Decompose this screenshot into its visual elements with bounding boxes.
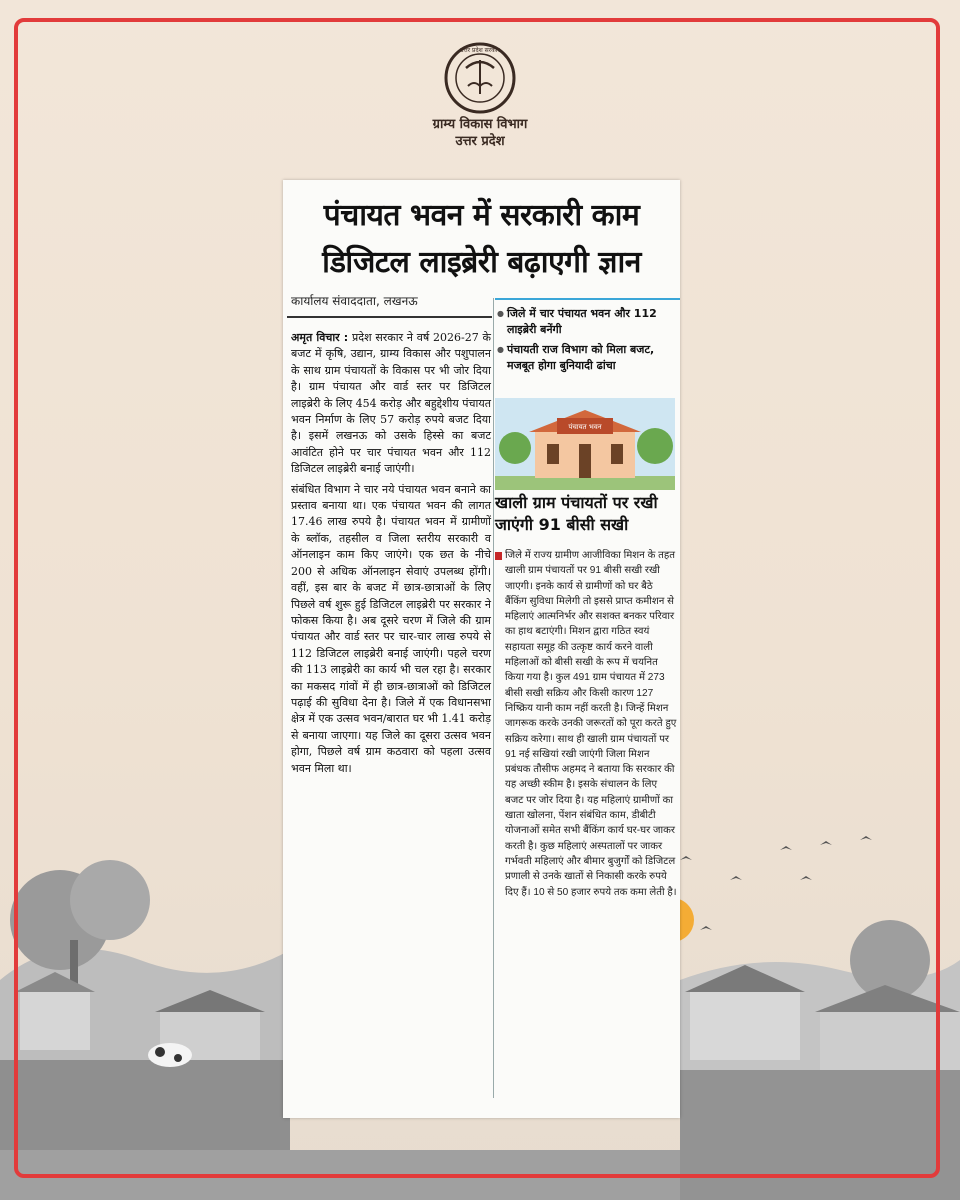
paragraph-marker-icon bbox=[495, 552, 502, 560]
headline-line-1: पंचायत भवन में सरकारी काम bbox=[323, 198, 640, 233]
byline: कार्यालय संवाददाता, लखनऊ bbox=[291, 294, 418, 308]
headline-line-2: डिजिटल लाइब्रेरी बढ़ाएगी ज्ञान bbox=[322, 245, 641, 280]
state-name: उत्तर प्रदेश bbox=[455, 134, 505, 149]
byline-rule bbox=[287, 316, 492, 318]
article-paragraph-2: संबंधित विभाग ने चार नये पंचायत भवन बनाने का प्रस्ताव बनाया था। एक पंचायत भवन की लागत 17.46 लाख रुपये है। पंचायत भवन में ग्रामीणों के ब्लॉक, तहसील व जिला स्तरीय सरकारी व ऑनलाइन काम किए जाएंगे। एक छत के नीचे 200 से अधिक ऑनलाइन सेवाएं उपलब्ध होंगी। वहीं, इस बार के बजट में छात्र-छात्राओं के लिए पिछले वर्ष शुरू हुई डिजिटल लाइब्रेरी पर सरकार ने फोकस किया है। अब दूसरे चरण में जिले की ग्राम पंचायत और वार्ड स्तर पर चार-चार लाख रुपये से 112 डिजिटल लाइब्रेरी बनाई जाएंगी। पहले चरण की 113 लाइब्रेरी का कार्य भी चल रहा है। सरकार का मकसद गांवों में ही छात्र-छात्राओं को डिजिटल पढ़ाई की सुविधा देना है। जिले में एक विधानसभा क्षेत्र में एक उत्सव भवन/बारात घर भी 1.41 करोड़ से बनाया जाएगा। यह जिले का दूसरा उत्सव भवन होगा, पिछले वर्ष ग्राम कठवारा को पहला उत्सव भवन मिला था। bbox=[291, 482, 491, 775]
newspaper-clipping bbox=[283, 180, 680, 1118]
highlight-bullets bbox=[497, 306, 677, 378]
highlight-bullet-1: ● जिले में चार पंचायत भवन और 112 लाइब्रेरी बनेंगी bbox=[497, 306, 677, 338]
article-paragraph-1: प्रदेश सरकार ने वर्ष 2026-27 के बजट में कृषि, उद्यान, ग्राम्य विकास और पशुपालन के साथ ग्राम पंचायतों के विकास पर भी जोर दिया है। ग्राम पंचायत और वार्ड स्तर पर डिजिटल लाइब्रेरी के लिए 454 करोड़ और बहुद्देशीय पंचायत भवन निर्माण के लिए 57 करोड़ रुपये बजट दिया है। इसमें लखनऊ को उसके हिस्से का बजट आवंटित होने पर चार पंचायत भवन और 112 डिजिटल लाइब्रेरी बनाई जाएंगी। bbox=[291, 331, 492, 476]
panchayat-bhawan-illustration bbox=[495, 398, 675, 490]
highlight-rule bbox=[495, 298, 680, 300]
right-article-column: जिले में राज्य ग्रामीण आजीविका मिशन के तहत खाली ग्राम पंचायतों पर 91 बीसी सखी रखी जाएगी। इनके कार्य से ग्रामीणों को घर बैठे बैंकिंग सुविधा मिलेगी तो इससे प्राप्त कमीशन से महिलाएं आत्मनिर्भर और सशक्त बनकर परिवार का हाथ बटाएंगी। मिशन द्वारा गठित स्वयं सहायता समूह की उत्कृष्ट कार्य करने वाली महिलाओं को बीसी सखी के रूप में चयनित किया गया है। कुल 491 ग्राम पंचायत में 273 बीसी सखी सक्रिय और किसी कारण 127 निष्क्रिय यानी काम नहीं करती है। जिन्हें मिशन जागरूक करके उनकी जरूरतों को पूरा करते हुए सक्रिय करेगा। साथ ही खाली ग्राम पंचायतों पर 91 नई सखियां रखी जाएंगी जिला मिशन प्रबंधक तौसीफ अहमद ने बताया कि सरकार की यह अच्छी स्कीम है। इसके संचालन के लिए बजट पर जोर दिया है। यह महिलाएं ग्रामीणों का खाता खोलना, पेंशन संबंधित काम, डीबीटी योजनाओं समेत सभी बैंकिंग कार्य घर-घर जाकर करती है। कुछ महिलाएं अस्पतालों पर जाकर गर्भवती महिलाएं और बीमार बुजुर्गों को डिजिटल प्रणाली से उनके खातों से निकासी करके रुपये दिए हैं। 10 से 50 हजार रुपये तक कमा लेती है। bbox=[505, 550, 677, 898]
highlight-bullet-2: ● पंचायती राज विभाग को मिला बजट, मजबूत होगा बुनियादी ढांचा bbox=[497, 342, 677, 374]
building-sign-text: पंचायत भवन bbox=[568, 423, 602, 431]
left-article-column bbox=[291, 330, 491, 781]
svg-text:उत्तर प्रदेश सरकार: उत्तर प्रदेश सरकार bbox=[460, 47, 500, 54]
headline bbox=[283, 192, 680, 286]
article-lead: अमृत विचार : bbox=[291, 331, 349, 344]
department-title bbox=[380, 116, 580, 150]
department-name: ग्राम्य विकास विभाग bbox=[432, 117, 528, 132]
column-divider bbox=[493, 298, 494, 1098]
uttar-pradesh-emblem-icon bbox=[436, 38, 524, 126]
sub-headline: खाली ग्राम पंचायतों पर रखी जाएंगी 91 बीसी सखी bbox=[495, 493, 658, 534]
